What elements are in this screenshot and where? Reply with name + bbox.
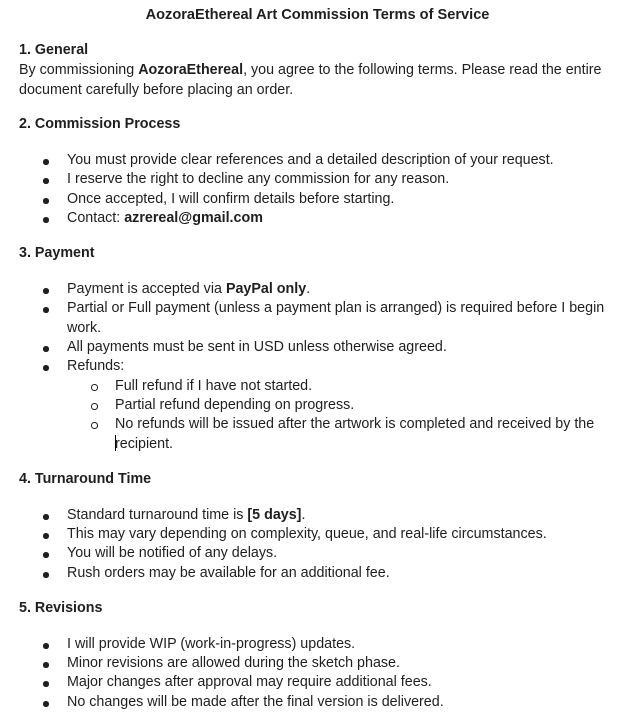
sub-list-item	[115, 415, 627, 454]
list-item-text: Major changes after approval may require additional fees.	[67, 674, 432, 690]
list-item	[67, 673, 627, 693]
general-paragraph	[19, 61, 624, 100]
sub-list-item-text: Full refund if I have not started.	[115, 378, 313, 394]
contact-label: Contact:	[67, 210, 125, 226]
list-item	[67, 190, 627, 210]
list-item	[67, 654, 627, 674]
list-item-text: This may vary depending on complexity, queue, and real-life circumstances.	[67, 526, 547, 542]
list-item-text: I will provide WIP (work-in-progress) updates.	[67, 636, 356, 652]
list-item	[67, 544, 627, 564]
bullet-icon	[43, 346, 49, 352]
paypal-period: .	[306, 281, 311, 297]
list-item	[67, 151, 627, 171]
list-item	[67, 525, 627, 545]
bullet-icon	[43, 365, 49, 371]
list-item-text: I reserve the right to decline any commission for any reason.	[67, 171, 450, 187]
list-item-text: Rush orders may be available for an additional fee.	[67, 565, 390, 581]
heading-revisions: 5. Revisions	[19, 600, 103, 616]
list-item	[67, 635, 627, 655]
list-item-text: You will be notified of any delays.	[67, 545, 278, 561]
list-item-usd	[67, 338, 627, 358]
no-refund-line1: No refunds will be issued after the artwork is completed and received by the	[115, 416, 595, 432]
heading-commission-process: 2. Commission Process	[19, 116, 181, 132]
usd-text: All payments must be sent in USD unless otherwise agreed.	[67, 339, 447, 355]
list-item-refunds	[67, 357, 627, 377]
bullet-icon	[43, 178, 49, 184]
standard-period: .	[301, 507, 306, 523]
list-item-text: No changes will be made after the final version is delivered.	[67, 694, 444, 710]
list-item	[67, 693, 627, 713]
no-refund-line2: recipient.	[115, 435, 174, 452]
sub-list-item-text: Partial refund depending on progress.	[115, 397, 355, 413]
artist-name: AozoraEthereal	[138, 62, 244, 78]
bullet-icon	[43, 552, 49, 558]
partial-line1: Partial or Full payment (unless a payment plan is arranged) is required before I begin	[67, 300, 605, 316]
list-item	[67, 564, 627, 584]
bullet-icon	[43, 533, 49, 539]
general-text-start: By commissioning	[19, 62, 139, 78]
list-item-text: Once accepted, I will confirm details before starting.	[67, 191, 395, 207]
bullet-icon	[43, 217, 49, 223]
bullet-icon	[43, 198, 49, 204]
bullet-icon	[43, 701, 49, 707]
standard-text: Standard turnaround time is	[67, 507, 248, 523]
bullet-icon	[43, 681, 49, 687]
sub-list-item	[115, 377, 627, 397]
partial-line2: work.	[67, 319, 102, 336]
general-text-line2: document carefully before placing an order.	[19, 81, 294, 98]
bullet-icon	[43, 288, 49, 294]
bullet-icon	[43, 662, 49, 668]
list-item	[67, 170, 627, 190]
general-text-end: , you agree to the following terms. Please read the entire	[243, 62, 602, 78]
contact-email[interactable]: azrereal@gmail.com	[124, 210, 263, 226]
heading-payment: 3. Payment	[19, 245, 95, 261]
sub-list-item	[115, 396, 627, 416]
circle-bullet-icon	[91, 403, 98, 410]
list-item-text: Minor revisions are allowed during the sketch phase.	[67, 655, 400, 671]
paypal-text: Payment is accepted via	[67, 281, 226, 297]
bullet-icon	[43, 514, 49, 520]
circle-bullet-icon	[91, 384, 98, 391]
bullet-icon	[43, 572, 49, 578]
heading-general: 1. General	[19, 42, 89, 58]
document-title: AozoraEthereal Art Commission Terms of Service	[145, 7, 490, 23]
list-item-standard	[67, 506, 627, 526]
list-item-paypal	[67, 280, 627, 300]
bullet-icon	[43, 307, 49, 313]
bullet-icon	[43, 159, 49, 165]
heading-turnaround: 4. Turnaround Time	[19, 471, 152, 487]
list-item-partial	[67, 299, 627, 338]
bullet-icon	[43, 643, 49, 649]
paypal-bold: PayPal only	[225, 281, 307, 297]
circle-bullet-icon	[91, 422, 98, 429]
standard-days: [5 days]	[247, 507, 302, 523]
list-item-text: You must provide clear references and a detailed description of your request.	[67, 152, 554, 168]
refunds-label: Refunds:	[67, 358, 125, 374]
list-item-contact	[67, 209, 627, 229]
